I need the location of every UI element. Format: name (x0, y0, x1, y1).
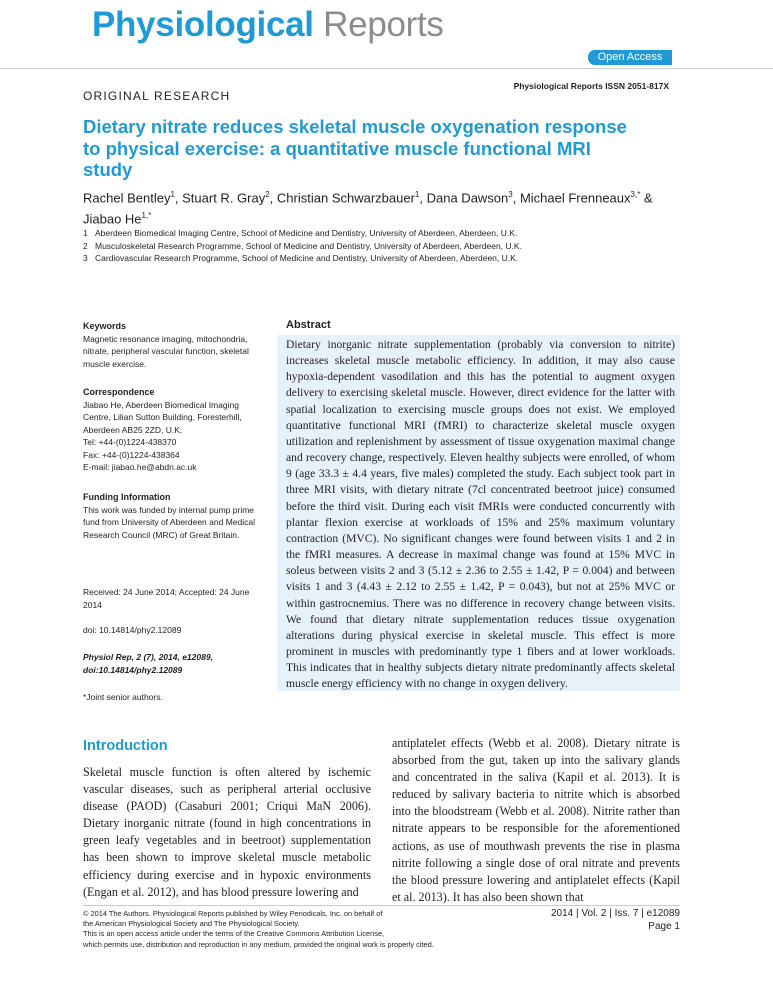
author-name: Stuart R. Gray (182, 190, 266, 206)
author-affiliation-marker: 2 (265, 190, 270, 199)
copyright-line: the American Physiological Society and The Physiological Society. (83, 919, 300, 929)
keywords-heading: Keywords (83, 321, 127, 331)
author-name: Michael Frenneaux (519, 190, 631, 206)
funding-heading: Funding Information (83, 492, 171, 502)
introduction-column-2: antiplatelet effects (Webb et al. 2008). Dietary nitrate is absorbed from the gut, taken up into the salivary glands and concentrated in the saliva (Kapil et al. 2013). It is reduced by salivary bacteria to nitrite which is absorbed into the bloodstream (Webb et al. 2008). Nitrite rather than nitrate appears to be responsible for the aforementioned actions, as use of mouthwash prevents the rise in plasma nitrite following a single dose of oral nitrate and prevents the blood pressure lowering and antiplatelet effects (Kapil et al. 2013). It has also been shown that (392, 736, 680, 904)
header-divider (0, 68, 773, 69)
citation-text: Physiol Rep, 2 (7), 2014, e12089, doi:10.14814/phy2.12089 (83, 652, 213, 675)
affiliation-item (83, 252, 703, 265)
affiliation-text: Cardiovascular Research Programme, School of Medicine and Dentistry, University of Aberdeen, Aberdeen, U.K. (95, 253, 519, 263)
keywords-block (83, 320, 263, 370)
correspondence-line: Centre, Lilian Sutton Building, Foresterhill, (83, 412, 242, 422)
footer-divider (83, 905, 680, 906)
affiliation-item (83, 240, 703, 253)
journal-issn: Physiological Reports ISSN 2051-817X (513, 81, 669, 91)
license-line: which permits use, distribution and reproduction in any medium, provided the original work is properly cited. (83, 939, 434, 949)
author-list: Rachel Bentley$^1$, Stuart R. Gray$^2$, Christian Schwarzbauer$^1$, Dana Dawson$^3$, Michael Frenneaux$^{3,*}$ & Jiabao $He^{1,*}$ (83, 190, 653, 227)
received-dates: Received: 24 June 2014; Accepted: 24 June 2014 (83, 587, 250, 610)
doi-text[interactable]: doi: 10.14814/phy2.12089 (83, 625, 182, 635)
author-affiliation-marker: 1,* (141, 211, 152, 221)
abstract-text: Dietary inorganic nitrate supplementation (probably via conversion to nitrite) increases skeletal muscle metabolic efficiency. In addition, it may also cause hypoxia-dependent vasodilation and this has the potential to augment oxygen delivery to exercising skeletal muscle. However, direct evidence for the latter with spatial localization to exercising muscle groups does not exist. We employed quantitative functional MRI (fMRI) to characterize skeletal muscle oxygen utilization and replenishment by assessment of tissue oxygenation maximal change and recovery change, respectively. Eleven healthy subjects were enrolled, of whom 9 (age 33.3 ± 4.4 years, five males) completed the study. Each subject took part in three MRI visits, with dietary nitrate (7cl concentrated beetroot juice) consumed before the third visit. During each visit fMRIs were conducted concurrently with plantar flexion exercise at workloads of 15% and 25% maximum voluntary contraction (MVC). No significant changes were found between visits 1 and 2 in the fMRI measures. A decrease in maximal change was found at 15% MVC in soleus between visits 2 and 3 (5.12 ± 2.36 to 2.55 ± 1.42, P = 0.004) and between visits 1 and 3 (4.43 ± 2.12 to 2.55 ± 1.42, P = 0.043), but not at 25% MVC or within gastrocnemius. There was no difference in recovery change between visits. We found that dietary nitrate supplementation reduces tissue oxygenation alterations during physical exercise in skeletal muscle. This effect is more prominent in muscles with predominantly type 1 fibers and at lower workloads. This indicates that in healthy subjects dietary nitrate predominantly affects skeletal muscle energy efficiency with no change in oxygen delivery. (286, 338, 675, 691)
issue-info: 2014 | Vol. 2 | Iss. 7 | e12089 (551, 908, 680, 919)
correspondence-line: Jiabao He, Aberdeen Biomedical Imaging (83, 399, 239, 410)
correspondence-fax: Fax: +44-(0)1224-438364 (83, 449, 180, 460)
journal-name-light: Reports (323, 5, 444, 44)
affiliation-text: Aberdeen Biomedical Imaging Centre, School of Medicine and Dentistry, University of Aberdeen, Aberdeen, U.K. (95, 228, 518, 238)
affiliation-item (83, 227, 703, 240)
affiliation-number: 3 (83, 253, 88, 263)
author-affiliation-marker: 1 (170, 190, 175, 199)
correspondence-phone: Tel: +44-(0)1224-438370 (83, 437, 177, 447)
correspondence-email[interactable]: E-mail: jiabao.he@abdn.ac.uk (83, 462, 197, 472)
author-affiliation-marker: 3,* (630, 190, 641, 199)
introduction-column-1: Skeletal muscle function is often altered by ischemic vascular diseases, such as peripheral arterial occlusive disease (PAOD) (Casaburi 2001; Criqui MaN 2006). Dietary inorganic nitrate (found in high concentrations in green leafy vegetables and in beetroot) supplementation has been shown to improve skeletal muscle metabolic efficiency during exercise and in hypoxic environments (Engan et al. 2012), and has blood pressure lowering and (83, 765, 371, 899)
author-name: Rachel Bentley (83, 190, 171, 206)
author-name: Jiabao He (83, 211, 142, 227)
joint-authors-note: *Joint senior authors. (83, 692, 163, 702)
open-access-badge: Open Access (588, 50, 672, 65)
keywords-text: Magnetic resonance imaging, mitochondria, nitrate, peripheral vascular function, skeletal muscle exercise. (83, 333, 249, 369)
affiliation-number: 2 (83, 240, 88, 251)
author-affiliation-marker: 1 (414, 190, 420, 199)
journal-name-bold: Physiological (92, 5, 314, 44)
author-name: Christian Schwarzbauer (276, 190, 415, 206)
copyright-line: © 2014 The Authors. Physiological Reports published by Wiley Periodicals, Inc. on behalf of (83, 909, 383, 918)
funding-text: This work was funded by internal pump prime fund from University of Aberdeen and Medical Research Council (MRC) of Great Britain. (83, 504, 255, 540)
author-affiliation-marker: 3 (508, 190, 513, 199)
article-title: Dietary nitrate reduces skeletal muscle oxygenation response to physical exercise: a quantitative muscle functional MRI study (83, 116, 627, 180)
affiliation-text: Musculoskeletal Research Programme, School of Medicine and Dentistry, University of Aberdeen, Aberdeen, U.K. (95, 240, 522, 251)
license-line: This is an open access article under the terms of the Creative Commons Attribution License, (83, 929, 385, 939)
correspondence-block (83, 386, 263, 474)
footer-copyright (83, 909, 513, 950)
correspondence-heading: Correspondence (83, 387, 155, 397)
section-label: ORIGINAL RESEARCH (83, 89, 231, 103)
author-name: Dana Dawson (426, 190, 509, 206)
correspondence-line: Aberdeen AB25 2ZD, U.K. (83, 424, 183, 435)
footer-issue-info (551, 907, 680, 933)
affiliation-list (83, 227, 703, 265)
affiliation-number: 1 (83, 228, 88, 238)
page-number: Page 1 (648, 921, 680, 932)
journal-logo (92, 2, 444, 48)
abstract-heading: Abstract (286, 319, 331, 331)
introduction-heading: Introduction (83, 738, 168, 754)
funding-block (83, 491, 263, 541)
